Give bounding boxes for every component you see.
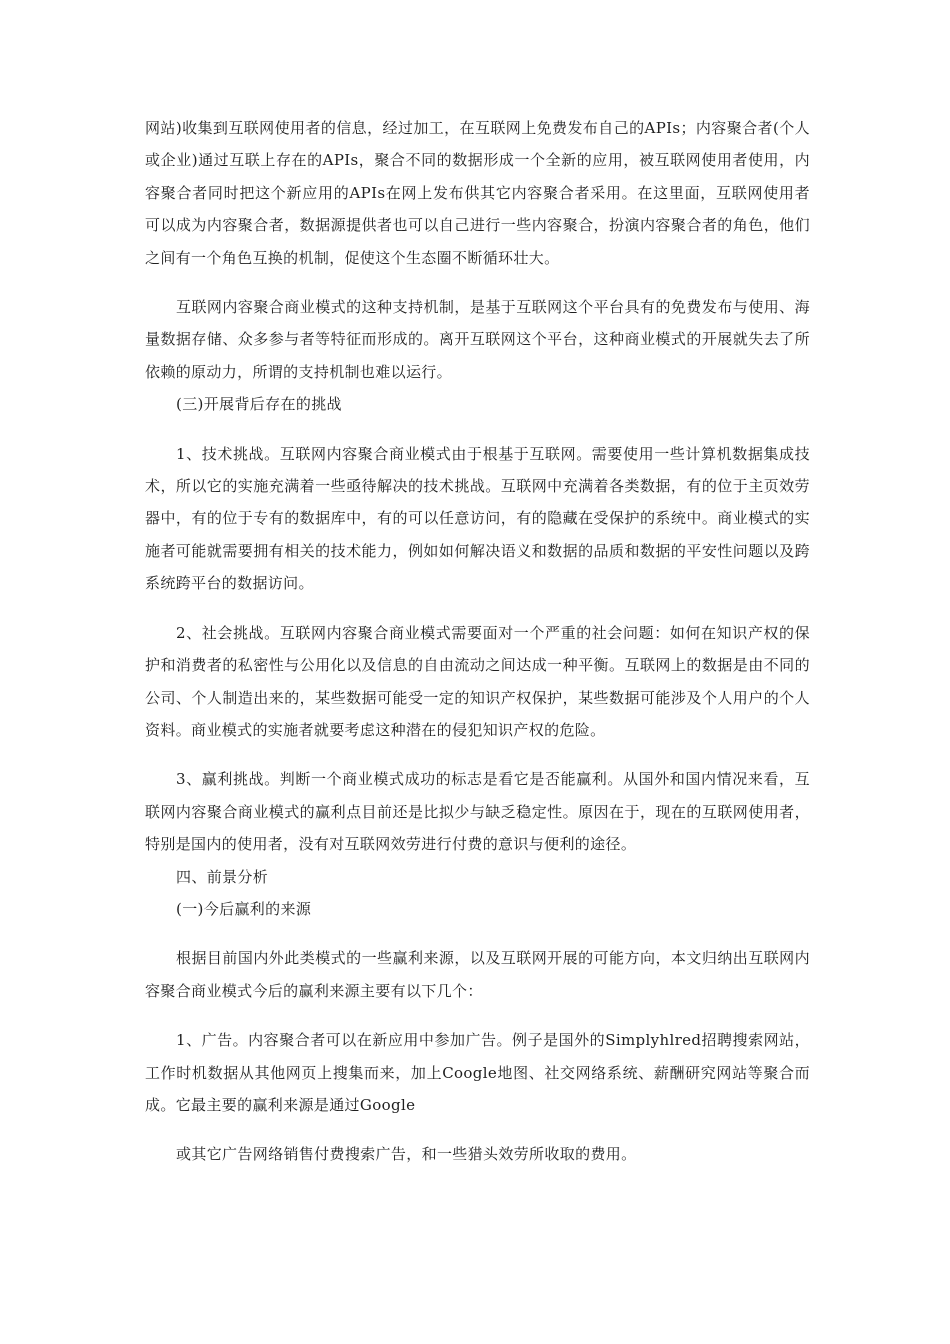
document-body — [145, 112, 810, 1171]
paragraph-advertising: 1、广告。内容聚合者可以在新应用中参加广告。例子是国外的Simplyhlred招聘搜索网站，工作时机数据从其他网页上搜集而来，加上Coogle地图、社交网络系统、薪酬研究网站等聚合而成。它最主要的赢利来源是通过Google — [145, 1031, 810, 1114]
paragraph-technical-challenge: 1、技术挑战。互联网内容聚合商业模式由于根基于互联网。需要使用一些计算机数据集成技术，所以它的实施充满着一些亟待解决的技术挑战。互联网中充满着各类数据，有的位于主页效劳器中，有的位于专有的数据库中，有的可以任意访问，有的隐藏在受保护的系统中。商业模式的实施者可能就需要拥有相关的技术能力，例如如何解决语义和数据的品质和数据的平安性问题以及跨系统跨平台的数据访问。 — [145, 444, 810, 593]
paragraph-social-challenge: 2、社会挑战。互联网内容聚合商业模式需要面对一个严重的社会问题：如何在知识产权的保护和消费者的私密性与公用化以及信息的自由流动之间达成一种平衡。互联网上的数据是由不同的公司、个人制造出来的，某些数据可能受一定的知识产权保护，某些数据可能涉及个人用户的个人资料。商业模式的实施者就要考虑这种潜在的侵犯知识产权的危险。 — [145, 623, 810, 739]
paragraph-profit-challenge: 3、赢利挑战。判断一个商业模式成功的标志是看它是否能赢利。从国外和国内情况来看，互联网内容聚合商业模式的赢利点目前还是比拟少与缺乏稳定性。原因在于，现在的互联网使用者，特别是国内的使用者，没有对互联网效劳进行付费的意识与便利的途径。 — [145, 770, 810, 854]
paragraph-support-mechanism: 互联网内容聚合商业模式的这种支持机制，是基于互联网这个平台具有的免费发布与使用、海量数据存储、众多参与者等特征而形成的。离开互联网这个平台，这种商业模式的开展就失去了所依赖的原动力，所谓的支持机制也难以运行。 — [145, 298, 810, 381]
section-heading-outlook: 四、前景分析 — [176, 867, 269, 886]
section-heading-challenges: (三)开展背后存在的挑战 — [176, 395, 342, 414]
paragraph-profit-sources-intro: 根据目前国内外此类模式的一些赢利来源，以及互联网开展的可能方向，本文归纳出互联网内容聚合商业模式今后的赢利来源主要有以下几个： — [145, 949, 810, 1000]
section-heading-profit-sources: (一)今后赢利的来源 — [176, 899, 312, 918]
paragraph-ecosystem: 网站)收集到互联网使用者的信息，经过加工，在互联网上免费发布自己的APIs；内容聚合者(个人或企业)通过互联上存在的APIs，聚合不同的数据形成一个全新的应用，被互联网使用者使用，内容聚合者同时把这个新应用的APIs在网上发布供其它内容聚合者采用。在这里面，互联网使用者可以成为内容聚合者，数据源提供者也可以自己进行一些内容聚合，扮演内容聚合者的角色，他们之间有一个角色互换的机制，促使这个生态圈不断循环壮大。 — [145, 119, 810, 267]
paragraph-advertising-continued: 或其它广告网络销售付费搜索广告，和一些猎头效劳所收取的费用。 — [176, 1145, 637, 1164]
